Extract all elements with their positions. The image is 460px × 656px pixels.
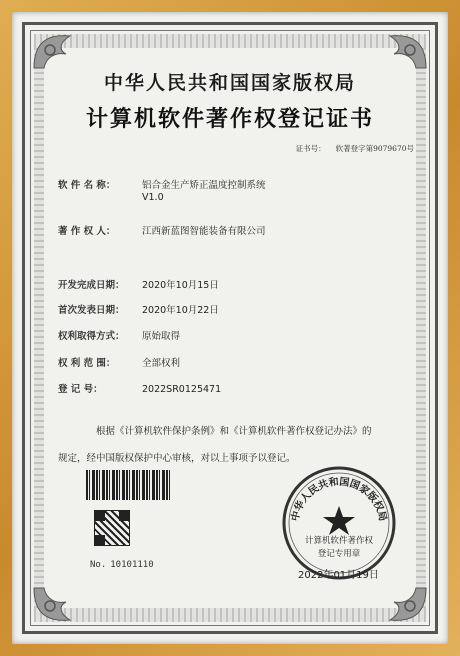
ornament-band-bottom <box>34 608 426 622</box>
field-value: 全部权利 <box>142 358 181 369</box>
field-label: 首次发表日期： <box>58 305 125 316</box>
field-label: 开发完成日期： <box>58 280 125 291</box>
cert-number-label: 证书号： <box>295 144 326 153</box>
field-registration-number <box>58 381 221 395</box>
field-value: 原始取得 <box>142 331 181 342</box>
field-label: 权利取得方式： <box>58 331 125 342</box>
field-completion-date <box>58 277 219 291</box>
seal-ring-text: 中华人民共和国国家版权局 <box>290 476 388 523</box>
field-acquisition-method <box>58 328 180 342</box>
field-value: 江西新蓝图智能装备有限公司 <box>142 226 266 237</box>
field-label: 著 作 权 人： <box>58 226 116 237</box>
field-publish-date <box>58 302 219 316</box>
field-value: 2020年10月15日 <box>142 280 219 291</box>
field-label: 软 件 名 称： <box>58 180 116 191</box>
corner-ornament-icon <box>370 30 430 72</box>
seal-line-2: 登记专用章 <box>317 549 361 559</box>
field-label: 登 记 号： <box>58 384 103 395</box>
qr-code-icon <box>94 510 130 546</box>
field-value: 2020年10月22日 <box>142 305 219 316</box>
field-value: 2022SR0125471 <box>142 384 222 395</box>
ornament-band-top <box>34 34 426 48</box>
field-label: 权 利 范 围： <box>58 358 116 369</box>
official-seal-icon <box>280 464 398 582</box>
certificate-title: 计算机软件著作权登记证书 <box>85 107 374 132</box>
cert-number-value: 软著登字第9079670号 <box>335 144 414 153</box>
field-owner <box>58 223 266 237</box>
statement-line: 根据《计算机软件保护条例》和《计算机软件著作权登记办法》的 <box>96 426 372 437</box>
corner-ornament-icon <box>30 584 90 626</box>
issuer-title: 中华人民共和国国家版权局 <box>103 72 356 94</box>
corner-ornament-icon <box>30 30 90 72</box>
serial-value: 10101110 <box>110 560 154 570</box>
field-software-name <box>58 177 266 191</box>
field-version: V1.0 <box>142 192 164 203</box>
field-rights-scope <box>58 355 180 369</box>
certificate-number <box>286 143 414 154</box>
serial-label: No. <box>90 560 107 570</box>
certificate-paper <box>12 12 448 644</box>
barcode-icon <box>86 470 172 500</box>
corner-ornament-icon <box>370 584 430 626</box>
issue-date: 2022年01月19日 <box>298 570 379 581</box>
serial-number <box>90 560 154 570</box>
field-value: 铝合金生产矫正温度控制系统 <box>142 180 266 191</box>
seal-line-1: 计算机软件著作权 <box>304 536 373 546</box>
statement-line: 规定，经中国版权保护中心审核，对以上事项予以登记。 <box>58 453 296 464</box>
